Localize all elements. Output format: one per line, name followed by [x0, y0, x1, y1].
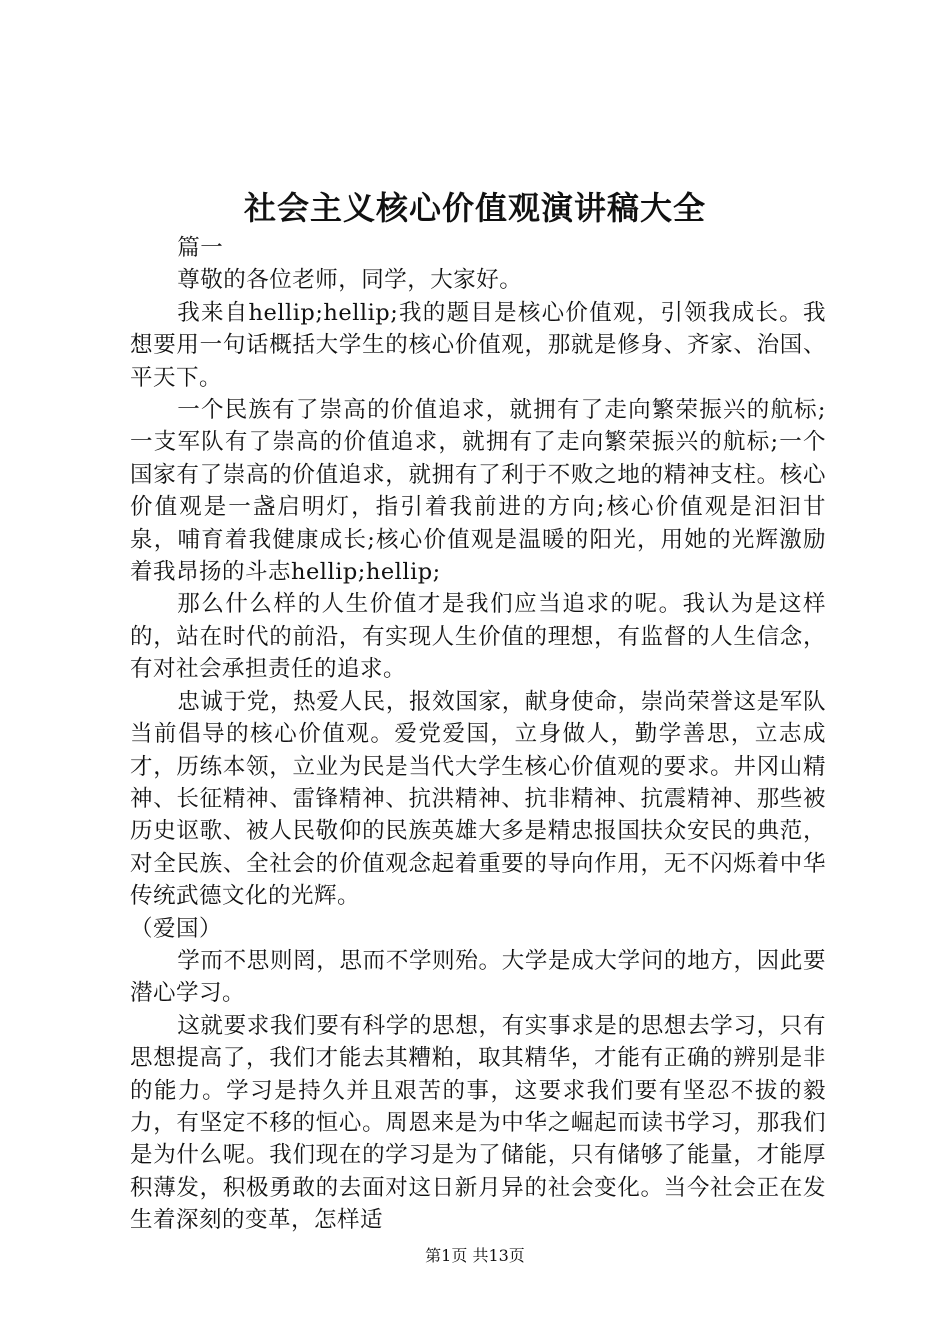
paragraph: 尊敬的各位老师，同学，大家好。	[177, 267, 523, 294]
document-title: 社会主义核心价值观演讲稿大全	[243, 189, 706, 227]
document-body	[130, 232, 826, 1237]
paragraph: 学而不思则罔，思而不学则殆。大学是成大学问的地方，因此要潜心学习。	[130, 947, 826, 1007]
paragraph: （爱国）	[130, 915, 223, 942]
paragraph: 一个民族有了崇高的价值追求，就拥有了走向繁荣振兴的航标;一支军队有了崇高的价值追求，就拥有了走向繁荣振兴的航标;一个国家有了崇高的价值追求，就拥有了利于不败之地的精神支柱。核心价值观是一盏启明灯，指引着我前进的方向;核心价值观是汩汩甘泉，哺育着我健康成长;核心价值观是温暖的阳光，用她的光辉激励着我昂扬的斗志hellip;hellip;	[130, 397, 826, 586]
paragraph: 那么什么样的人生价值才是我们应当追求的呢。我认为是这样的，站在时代的前沿，有实现人生价值的理想，有监督的人生信念，有对社会承担责任的追求。	[130, 591, 826, 683]
page-number-footer: 第1页 共13页	[425, 1246, 525, 1265]
paragraph: 忠诚于党，热爱人民，报效国家，献身使命，崇尚荣誉这是军队当前倡导的核心价值观。爱党爱国，立身做人，勤学善思，立志成才，历练本领，立业为民是当代大学生核心价值观的要求。井冈山精神、长征精神、雷锋精神、抗洪精神、抗非精神、抗震精神、那些被历史讴歌、被人民敬仰的民族英雄大多是精忠报国扶众安民的典范，对全民族、全社会的价值观念起着重要的导向作用，无不闪烁着中华传统武德文化的光辉。	[130, 688, 826, 910]
paragraph: 这就要求我们要有科学的思想，有实事求是的思想去学习，只有思想提高了，我们才能去其糟粕，取其精华，才能有正确的辨别是非的能力。学习是持久并且艰苦的事，这要求我们要有坚忍不拔的毅力，有坚定不移的恒心。周恩来是为中华之崛起而读书学习，那我们是为什么呢。我们现在的学习是为了储能，只有储够了能量，才能厚积薄发，积极勇敢的去面对这日新月异的社会变化。当今社会正在发生着深刻的变革，怎样适	[130, 1012, 826, 1234]
paragraph: 我来自hellip;hellip;我的题目是核心价值观，引领我成长。我想要用一句话概括大学生的核心价值观，那就是修身、齐家、治国、平天下。	[130, 299, 826, 391]
section-heading: 篇一	[177, 235, 224, 261]
